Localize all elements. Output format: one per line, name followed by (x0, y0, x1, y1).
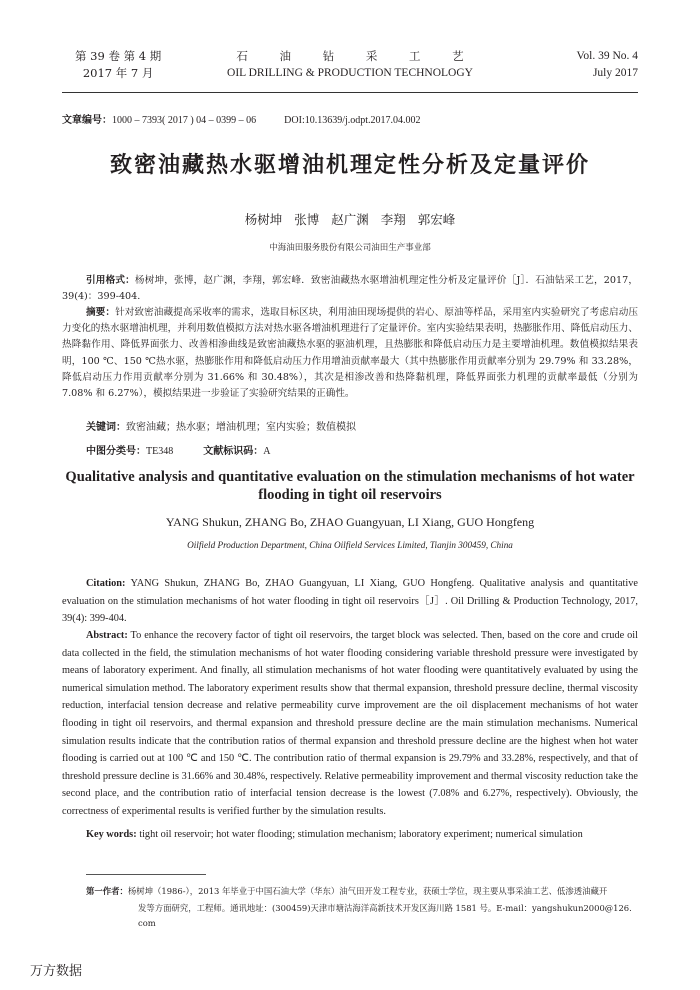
keywords-en (62, 826, 638, 844)
affiliation-en: Oilfield Production Department, China Oilfield Services Limited, Tianjin 300459, China (187, 540, 513, 550)
title-cn: 致密油藏热水驱增油机理定性分析及定量评价 (109, 153, 590, 178)
keywords-cn (86, 418, 356, 433)
journal-name-en: OIL DRILLING & PRODUCTION TECHNOLOGY (227, 67, 473, 79)
abstract-en-text: To enhance the recovery factor of tight oil reservoirs, the target block was selected. Then, based on the core and crude oil data collected in the field, the stimulation mechanisms of hot water flooding considering variable threshold pressure were investigated by means of laboratory experiment. And finally, all stimulation mechanisms of hot water flooding were quantitatively evaluated by using the numerical simulation method. The laboratory experiment results show that thermal expansion, threshold pressure decline, thermal viscosity reduction, interfacial tension decrease and relative permeability curve improvement are the oil displacement mechanisms of hot water flooding in tight oil reservoirs, and thermal expansion and threshold pressure decline are the main stimulation mechanisms. Numerical simulation results indicate that the contribution ratios of thermal expansion and threshold pressure decline are the highest when hot water flooding is carried out at 100 ℃ and 150 ℃. The contribution ratio of thermal expansion is 29.79% and 33.28%, respectively, and that of threshold pressure decline is 31.66% and 30.48%, respectively. Relative permeability improvement and thermal viscosity reduction take the second place, and the contribution ratio of interfacial tension decrease is the lowest (7.08% and 6.27%, respectively). Obviously, the correctness of experimental results is verified further by the simulation results. (62, 630, 638, 817)
footnote-line-1: 杨树坤（1986-），2013 年毕业于中国石油大学（华东）油气田开发工程专业，获硕士学位，现主要从事采油工艺、低渗透油藏开 (127, 886, 608, 896)
doi: DOI:10.13639/j.odpt.2017.04.002 (284, 115, 421, 126)
journal-name-cn: 石 油 钻 采 工 艺 (236, 49, 478, 63)
clc-code: TE348 (146, 446, 174, 457)
footnote-line-3: com (138, 918, 156, 928)
date-en: July 2017 (592, 67, 638, 79)
affiliation-cn: 中海油田服务股份有限公司油田生产事业部 (269, 243, 431, 253)
abstract-cn-text: 针对致密油藏提高采收率的需求，选取目标区块，利用油田现场提供的岩心、原油等样品，采用室内实验研究了考虑启动压力变化的热水驱增油机理，并利用数值模拟方法对热水驱各增油机理进行了定量评价。室内实验结果表明，热膨胀作用、降低启动压力、热降黏作用、降低界面张力、改善相渗曲线是致密油藏热水驱的驱油机理，且热膨胀和降低启动压力是主要增油机理。数值模拟结果表明，100 ℃、150 ℃热水驱，热膨胀作用和降低启动压力作用增油贡献率最大（其中热膨胀作用贡献率分别为 29.79% 和 33.28%，降低启动压力作用贡献率分别为 31.66% 和 30.48%），其次是相渗改善和热降黏机理，降低界面张力机理的贡献率最低（分别为 7.08% 和 6.27%），模拟结果进一步验证了实验研究结果的正确性。 (62, 307, 639, 400)
title-en: Qualitative analysis and quantitative evaluation on the stimulation mechanisms of hot water flooding in tight oil reservoirs (65, 469, 635, 503)
abstract-en-label: Abstract: (86, 630, 128, 641)
doc-code: A (263, 446, 271, 457)
header-journal (200, 48, 500, 82)
footnote (86, 883, 638, 929)
keywords-en-label: Key words: (86, 829, 137, 840)
authors-cn: 杨树坤 张博 赵广渊 李翔 郭宏峰 (244, 212, 456, 227)
citation-cn (62, 273, 638, 305)
citation-cn-text: 杨树坤，张博，赵广渊，李翔，郭宏峰．致密油藏热水驱增油机理定性分析及定量评价［J］．石油钻采工艺，2017，39(4)：399-404. (62, 275, 638, 303)
citation-cn-label: 引用格式： (86, 275, 135, 286)
citation-en-label: Citation: (86, 578, 126, 589)
header-volume-en (577, 48, 638, 82)
article-number-label: 文章编号： (62, 115, 112, 126)
abstract-cn-label: 摘要： (86, 307, 116, 318)
article-number: 1000 – 7393( 2017 ) 04 – 0399 – 06 (112, 115, 257, 126)
keywords-en-text: tight oil reservoir; hot water flooding; stimulation mechanism; laboratory experiment; numerical simulation (139, 829, 583, 840)
abstract-cn (62, 305, 638, 402)
watermark: 万方数据 (30, 964, 83, 979)
citation-en-text: YANG Shukun, ZHANG Bo, ZHAO Guangyuan, LI Xiang, GUO Hongfeng. Qualitative analysis and quantitative evaluation on the stimulation mechanisms of hot water flooding in tight oil reservoirs［J］. Oil Drilling & Production Technology, 2017, 39(4): 399-404. (62, 578, 638, 625)
authors-en: YANG Shukun, ZHANG Bo, ZHAO Guangyuan, LI Xiang, GUO Hongfeng (165, 515, 535, 529)
footnote-divider (86, 874, 206, 875)
date-cn: 2017 年 7 月 (82, 66, 154, 80)
keywords-cn-text: 致密油藏；热水驱；增油机理；室内实验；数值模拟 (126, 422, 356, 433)
keywords-cn-label: 关键词： (86, 422, 126, 433)
header-volume-cn (75, 48, 161, 82)
classification (86, 442, 270, 457)
doc-code-label: 文献标识码： (203, 446, 264, 457)
citation-en (62, 575, 638, 628)
article-meta (62, 111, 421, 126)
header-divider (62, 92, 638, 93)
abstract-en (62, 627, 638, 821)
volume-issue-cn: 第 39 卷 第 4 期 (75, 49, 162, 63)
clc-label: 中图分类号： (86, 446, 146, 457)
footnote-line-2: 发等方面研究，工程师。通讯地址：(300459)天津市塘沽海洋高新技术开发区海川路 1581 号。E-mail：yangshukun2000@126. (138, 903, 632, 913)
footnote-label: 第一作者： (86, 886, 128, 896)
volume-issue-en: Vol. 39 No. 4 (576, 50, 638, 62)
